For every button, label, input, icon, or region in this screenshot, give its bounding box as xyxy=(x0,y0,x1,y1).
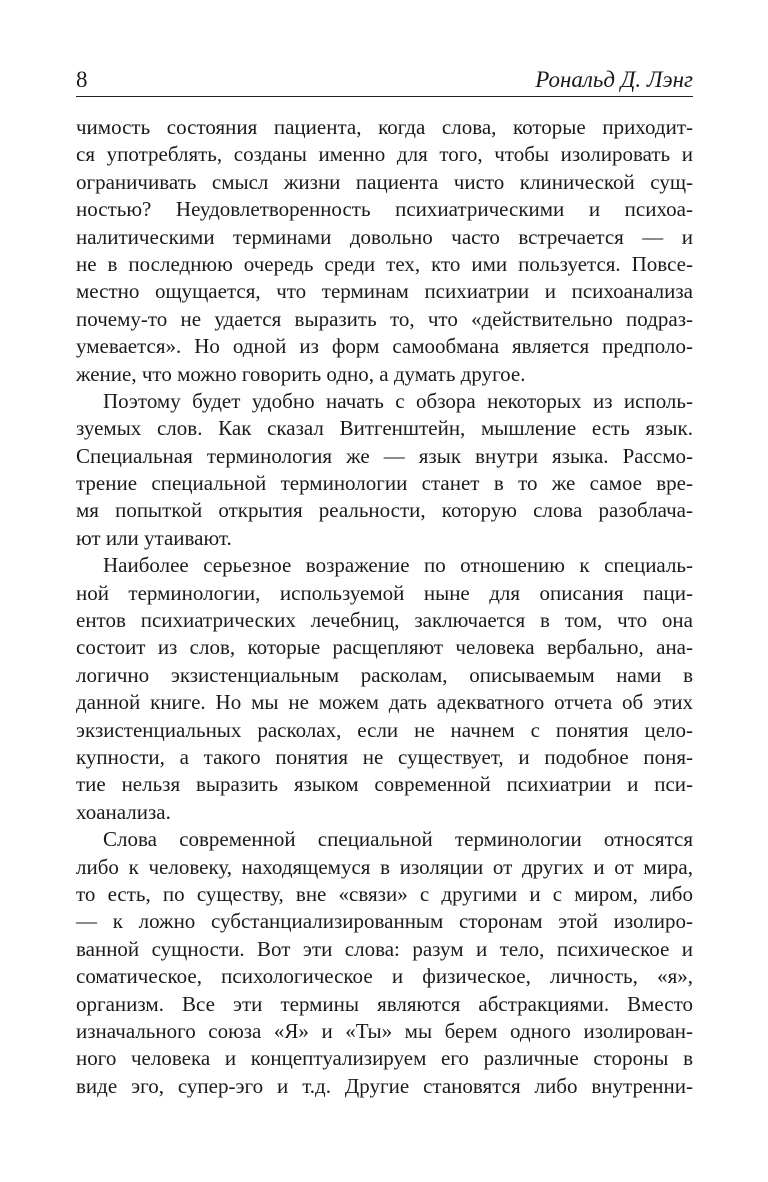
text-line: Специальная терминология же — язык внутри языка. Рассмо- xyxy=(76,443,693,468)
text-line: логично экзистенциальным расколам, описываемым нами в xyxy=(76,662,693,687)
text-line: Слова современной специальной терминологии относятся xyxy=(103,827,693,852)
text-line: организм. Все эти термины являются абстракциями. Вместо xyxy=(76,991,693,1016)
page-header xyxy=(76,64,693,98)
text-line: трение специальной терминологии станет в то же самое вре- xyxy=(76,471,693,496)
header-rule xyxy=(76,96,693,97)
text-line: купности, а такого понятия не существует, и подобное поня- xyxy=(76,744,693,769)
text-line: ют или утаивают. xyxy=(76,525,232,550)
text-line: — к ложно субстанциализированным сторонам этой изолиро- xyxy=(76,909,693,934)
text-line: то есть, по существу, вне «связи» с другими и с миром, либо xyxy=(76,881,693,906)
text-line: мя попыткой открытия реальности, которую слова разоблача- xyxy=(76,498,693,523)
text-line: чимость состояния пациента, когда слова, которые приходит- xyxy=(76,115,693,139)
text-line: ограничивать смысл жизни пациента чисто клинической сущ- xyxy=(76,169,693,194)
text-line: местно ощущается, что терминам психиатрии и психоанализа xyxy=(76,279,693,304)
text-line: состоит из слов, которые расщепляют человека вербально, ана- xyxy=(76,635,693,660)
text-line: почему-то не удается выразить то, что «действительно подраз- xyxy=(76,306,693,331)
text-line: экзистенциальных расколах, если не начнем с понятия цело- xyxy=(76,717,693,742)
text-line: либо к человеку, находящемуся в изоляции от других и от мира, xyxy=(76,854,693,879)
body-text xyxy=(76,114,693,1100)
running-head-author: Рональд Д. Лэнг xyxy=(535,67,693,92)
text-line: виде эго, супер-эго и т.д. Другие становятся либо внутренни- xyxy=(76,1073,693,1098)
paragraph-2 xyxy=(76,388,693,552)
text-line: данной книге. Но мы не можем дать адекватного отчета об этих xyxy=(76,690,693,715)
text-line: не в последнюю очередь среди тех, кто ими пользуется. Повсе- xyxy=(76,251,693,276)
page-number: 8 xyxy=(76,67,88,92)
text-line: ностью? Неудовлетворенность психиатрическими и психоа- xyxy=(76,197,693,222)
text-line: налитическими терминами довольно часто встречается — и xyxy=(76,224,693,249)
text-line: ванной сущности. Вот эти слова: разум и тело, психическое и xyxy=(76,936,693,961)
text-line: умевается». Но одной из форм самообмана является предполо- xyxy=(76,334,693,359)
text-line: ся употреблять, созданы именно для того, чтобы изолировать и xyxy=(76,142,693,167)
paragraph-1 xyxy=(76,114,693,388)
text-line: зуемых слов. Как сказал Витгенштейн, мышление есть язык. xyxy=(76,416,693,441)
text-line: жение, что можно говорить одно, а думать другое. xyxy=(76,361,526,386)
text-line: хоанализа. xyxy=(76,799,171,824)
text-line: ного человека и концептуализируем его различные стороны в xyxy=(76,1046,693,1071)
text-line: Поэтому будет удобно начать с обзора некоторых из исполь- xyxy=(103,388,693,413)
text-line: тие нельзя выразить языком современной психиатрии и пси- xyxy=(76,772,693,797)
paragraph-3 xyxy=(76,552,693,826)
text-line: соматическое, психологическое и физическое, личность, «я», xyxy=(76,964,693,989)
text-line: изначального союза «Я» и «Ты» мы берем одного изолирован- xyxy=(76,1018,693,1043)
text-line: ентов психиатрических лечебниц, заключается в том, что она xyxy=(76,608,693,633)
paragraph-4 xyxy=(76,826,693,1100)
text-line: ной терминологии, используемой ныне для описания паци- xyxy=(76,580,693,605)
text-line: Наиболее серьезное возражение по отношению к специаль- xyxy=(103,553,693,578)
